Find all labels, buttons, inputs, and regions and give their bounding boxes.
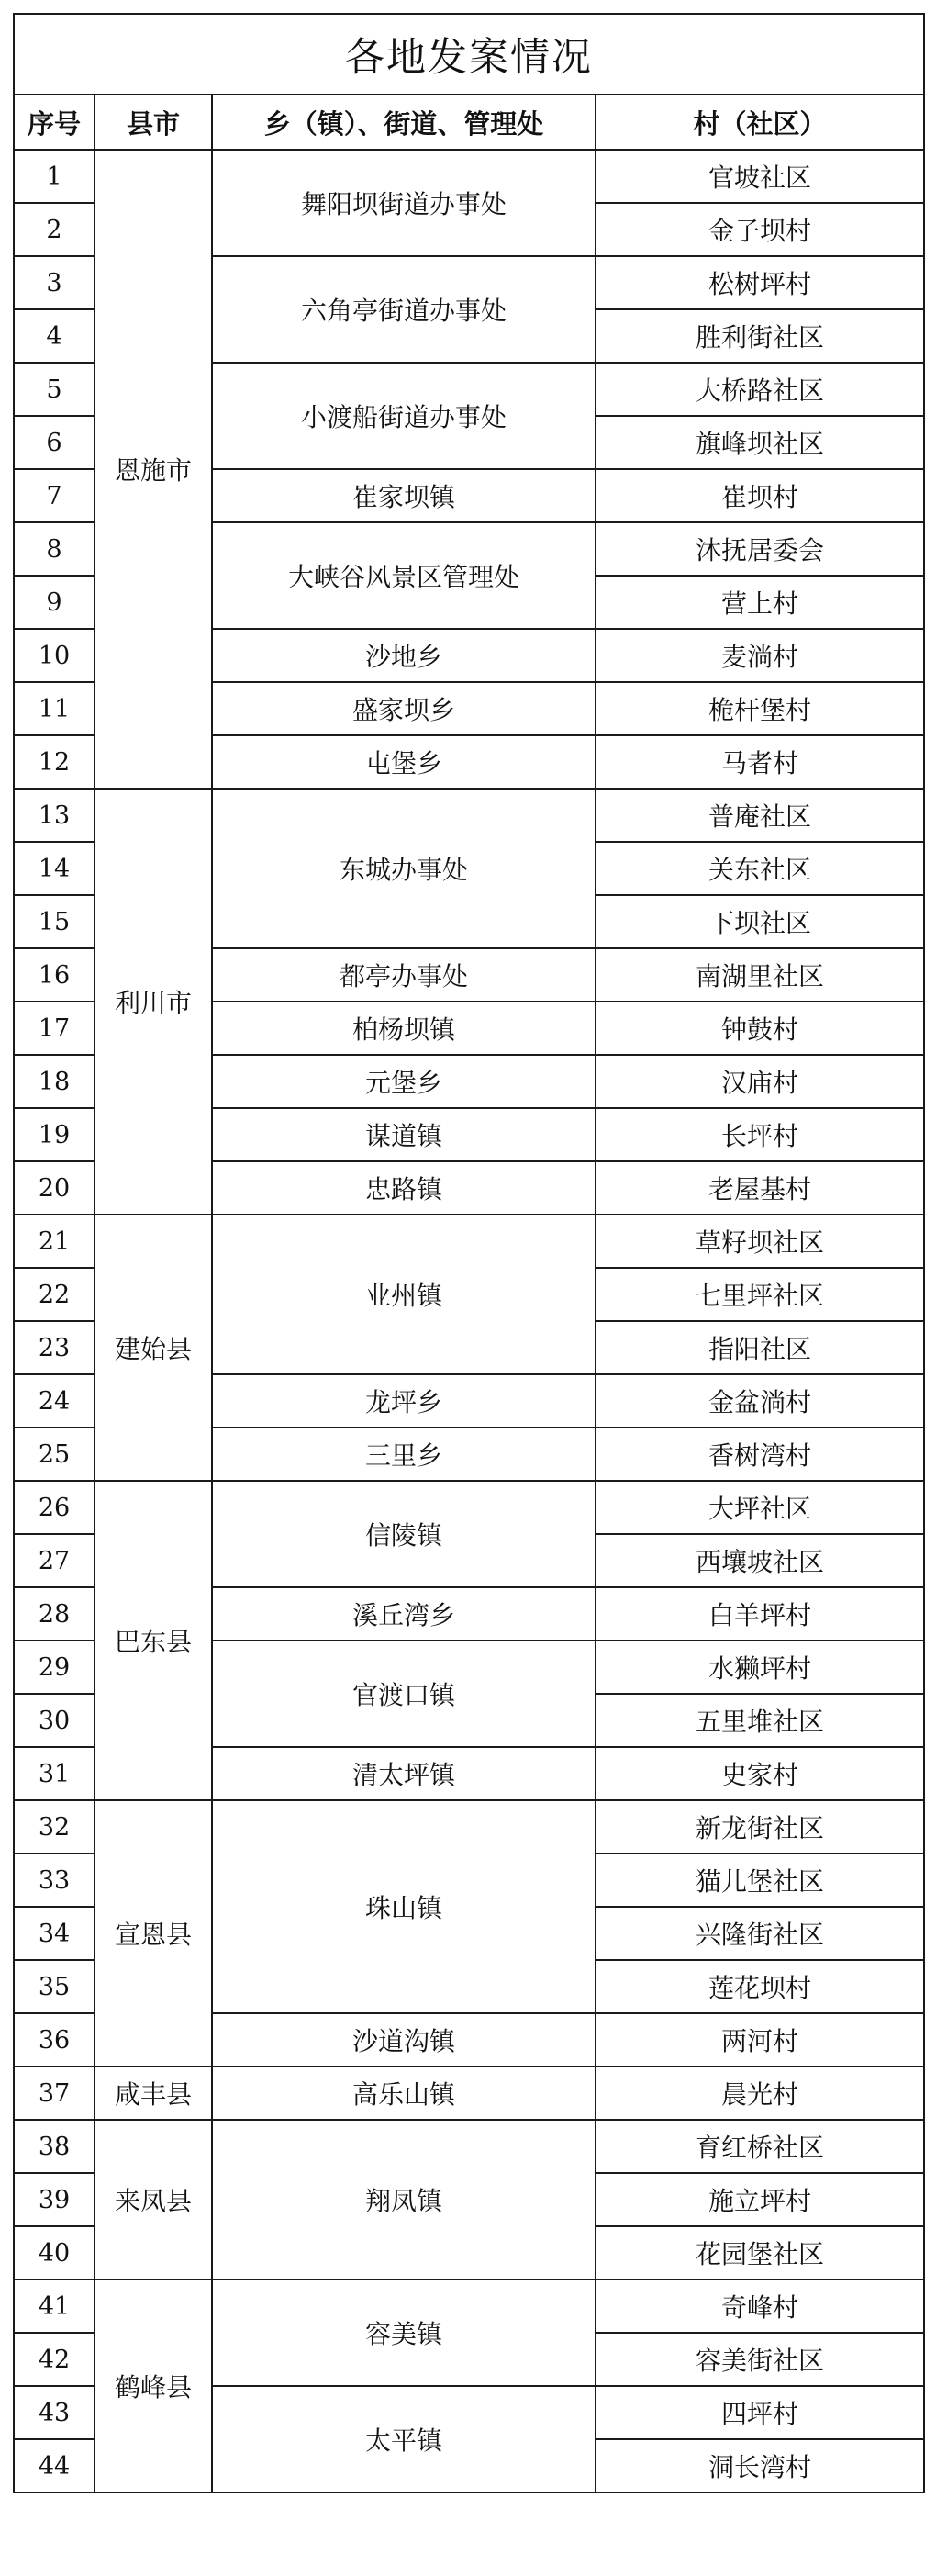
serial-cell: 16 xyxy=(14,948,95,1002)
table-row xyxy=(14,1481,924,1534)
serial-cell: 3 xyxy=(14,256,95,309)
town-cell: 盛家坝乡 xyxy=(212,682,596,735)
town-cell: 小渡船街道办事处 xyxy=(212,363,596,469)
village-cell: 旗峰坝社区 xyxy=(596,416,924,469)
serial-cell: 17 xyxy=(14,1002,95,1055)
serial-cell: 13 xyxy=(14,789,95,842)
village-cell: 麦淌村 xyxy=(596,629,924,682)
table-row xyxy=(14,1215,924,1268)
town-cell: 谋道镇 xyxy=(212,1108,596,1161)
serial-cell: 34 xyxy=(14,1907,95,1960)
village-cell: 施立坪村 xyxy=(596,2173,924,2226)
town-cell: 忠路镇 xyxy=(212,1161,596,1215)
village-cell: 胜利街社区 xyxy=(596,309,924,363)
village-cell: 汉庙村 xyxy=(596,1055,924,1108)
town-cell: 六角亭街道办事处 xyxy=(212,256,596,363)
serial-cell: 20 xyxy=(14,1161,95,1215)
header-county: 县市 xyxy=(95,95,212,150)
serial-cell: 7 xyxy=(14,469,95,522)
serial-cell: 4 xyxy=(14,309,95,363)
case-table-container xyxy=(13,13,923,2493)
town-cell: 屯堡乡 xyxy=(212,735,596,789)
serial-cell: 38 xyxy=(14,2120,95,2173)
county-cell: 宣恩县 xyxy=(95,1800,212,2066)
serial-cell: 22 xyxy=(14,1268,95,1321)
village-cell: 史家村 xyxy=(596,1747,924,1800)
county-cell: 咸丰县 xyxy=(95,2066,212,2120)
county-cell: 建始县 xyxy=(95,1215,212,1481)
village-cell: 容美街社区 xyxy=(596,2333,924,2386)
village-cell: 金子坝村 xyxy=(596,203,924,256)
village-cell: 花园堡社区 xyxy=(596,2226,924,2279)
serial-cell: 14 xyxy=(14,842,95,895)
serial-cell: 29 xyxy=(14,1641,95,1694)
village-cell: 兴隆街社区 xyxy=(596,1907,924,1960)
case-distribution-table xyxy=(13,13,925,2493)
village-cell: 草籽坝社区 xyxy=(596,1215,924,1268)
serial-cell: 43 xyxy=(14,2386,95,2439)
serial-cell: 11 xyxy=(14,682,95,735)
village-cell: 营上村 xyxy=(596,576,924,629)
town-cell: 翔凤镇 xyxy=(212,2120,596,2279)
town-cell: 清太坪镇 xyxy=(212,1747,596,1800)
county-cell: 利川市 xyxy=(95,789,212,1215)
serial-cell: 2 xyxy=(14,203,95,256)
serial-cell: 31 xyxy=(14,1747,95,1800)
serial-cell: 15 xyxy=(14,895,95,948)
table-title: 各地发案情况 xyxy=(14,14,924,95)
table-row xyxy=(14,2120,924,2173)
village-cell: 沐抚居委会 xyxy=(596,522,924,576)
village-cell: 普庵社区 xyxy=(596,789,924,842)
village-cell: 大桥路社区 xyxy=(596,363,924,416)
village-cell: 指阳社区 xyxy=(596,1321,924,1374)
village-cell: 育红桥社区 xyxy=(596,2120,924,2173)
village-cell: 关东社区 xyxy=(596,842,924,895)
town-cell: 舞阳坝街道办事处 xyxy=(212,150,596,256)
town-cell: 容美镇 xyxy=(212,2279,596,2386)
town-cell: 三里乡 xyxy=(212,1428,596,1481)
county-cell: 恩施市 xyxy=(95,150,212,789)
serial-cell: 18 xyxy=(14,1055,95,1108)
table-row xyxy=(14,789,924,842)
county-cell: 来凤县 xyxy=(95,2120,212,2279)
village-cell: 西壤坡社区 xyxy=(596,1534,924,1587)
village-cell: 水獭坪村 xyxy=(596,1641,924,1694)
serial-cell: 35 xyxy=(14,1960,95,2013)
serial-cell: 42 xyxy=(14,2333,95,2386)
town-cell: 溪丘湾乡 xyxy=(212,1587,596,1641)
village-cell: 大坪社区 xyxy=(596,1481,924,1534)
village-cell: 金盆淌村 xyxy=(596,1374,924,1428)
village-cell: 老屋基村 xyxy=(596,1161,924,1215)
serial-cell: 32 xyxy=(14,1800,95,1854)
serial-cell: 8 xyxy=(14,522,95,576)
serial-cell: 30 xyxy=(14,1694,95,1747)
town-cell: 官渡口镇 xyxy=(212,1641,596,1747)
serial-cell: 9 xyxy=(14,576,95,629)
village-cell: 五里堆社区 xyxy=(596,1694,924,1747)
village-cell: 马者村 xyxy=(596,735,924,789)
town-cell: 元堡乡 xyxy=(212,1055,596,1108)
town-cell: 高乐山镇 xyxy=(212,2066,596,2120)
village-cell: 晨光村 xyxy=(596,2066,924,2120)
town-cell: 信陵镇 xyxy=(212,1481,596,1587)
serial-cell: 33 xyxy=(14,1854,95,1907)
village-cell: 官坡社区 xyxy=(596,150,924,203)
serial-cell: 24 xyxy=(14,1374,95,1428)
town-cell: 太平镇 xyxy=(212,2386,596,2492)
table-row xyxy=(14,2066,924,2120)
serial-cell: 28 xyxy=(14,1587,95,1641)
village-cell: 新龙街社区 xyxy=(596,1800,924,1854)
county-cell: 鹤峰县 xyxy=(95,2279,212,2492)
town-cell: 业州镇 xyxy=(212,1215,596,1374)
serial-cell: 41 xyxy=(14,2279,95,2333)
village-cell: 猫儿堡社区 xyxy=(596,1854,924,1907)
town-cell: 东城办事处 xyxy=(212,789,596,948)
header-serial: 序号 xyxy=(14,95,95,150)
header-row xyxy=(14,95,924,150)
table-row xyxy=(14,2279,924,2333)
table-body xyxy=(14,150,924,2492)
serial-cell: 36 xyxy=(14,2013,95,2066)
town-cell: 大峡谷风景区管理处 xyxy=(212,522,596,629)
serial-cell: 10 xyxy=(14,629,95,682)
town-cell: 龙坪乡 xyxy=(212,1374,596,1428)
serial-cell: 25 xyxy=(14,1428,95,1481)
town-cell: 都亭办事处 xyxy=(212,948,596,1002)
serial-cell: 12 xyxy=(14,735,95,789)
serial-cell: 21 xyxy=(14,1215,95,1268)
serial-cell: 39 xyxy=(14,2173,95,2226)
village-cell: 长坪村 xyxy=(596,1108,924,1161)
header-town: 乡（镇）、街道、管理处 xyxy=(212,95,596,150)
village-cell: 洞长湾村 xyxy=(596,2439,924,2492)
village-cell: 钟鼓村 xyxy=(596,1002,924,1055)
village-cell: 下坝社区 xyxy=(596,895,924,948)
village-cell: 桅杆堡村 xyxy=(596,682,924,735)
serial-cell: 1 xyxy=(14,150,95,203)
serial-cell: 44 xyxy=(14,2439,95,2492)
town-cell: 崔家坝镇 xyxy=(212,469,596,522)
village-cell: 松树坪村 xyxy=(596,256,924,309)
village-cell: 白羊坪村 xyxy=(596,1587,924,1641)
village-cell: 四坪村 xyxy=(596,2386,924,2439)
serial-cell: 19 xyxy=(14,1108,95,1161)
village-cell: 香树湾村 xyxy=(596,1428,924,1481)
village-cell: 七里坪社区 xyxy=(596,1268,924,1321)
serial-cell: 5 xyxy=(14,363,95,416)
table-row xyxy=(14,1800,924,1854)
village-cell: 崔坝村 xyxy=(596,469,924,522)
serial-cell: 26 xyxy=(14,1481,95,1534)
header-village: 村（社区） xyxy=(596,95,924,150)
table-row xyxy=(14,150,924,203)
serial-cell: 6 xyxy=(14,416,95,469)
town-cell: 珠山镇 xyxy=(212,1800,596,2013)
village-cell: 奇峰村 xyxy=(596,2279,924,2333)
county-cell: 巴东县 xyxy=(95,1481,212,1800)
serial-cell: 23 xyxy=(14,1321,95,1374)
town-cell: 柏杨坝镇 xyxy=(212,1002,596,1055)
village-cell: 莲花坝村 xyxy=(596,1960,924,2013)
village-cell: 两河村 xyxy=(596,2013,924,2066)
town-cell: 沙地乡 xyxy=(212,629,596,682)
serial-cell: 37 xyxy=(14,2066,95,2120)
serial-cell: 27 xyxy=(14,1534,95,1587)
village-cell: 南湖里社区 xyxy=(596,948,924,1002)
town-cell: 沙道沟镇 xyxy=(212,2013,596,2066)
serial-cell: 40 xyxy=(14,2226,95,2279)
